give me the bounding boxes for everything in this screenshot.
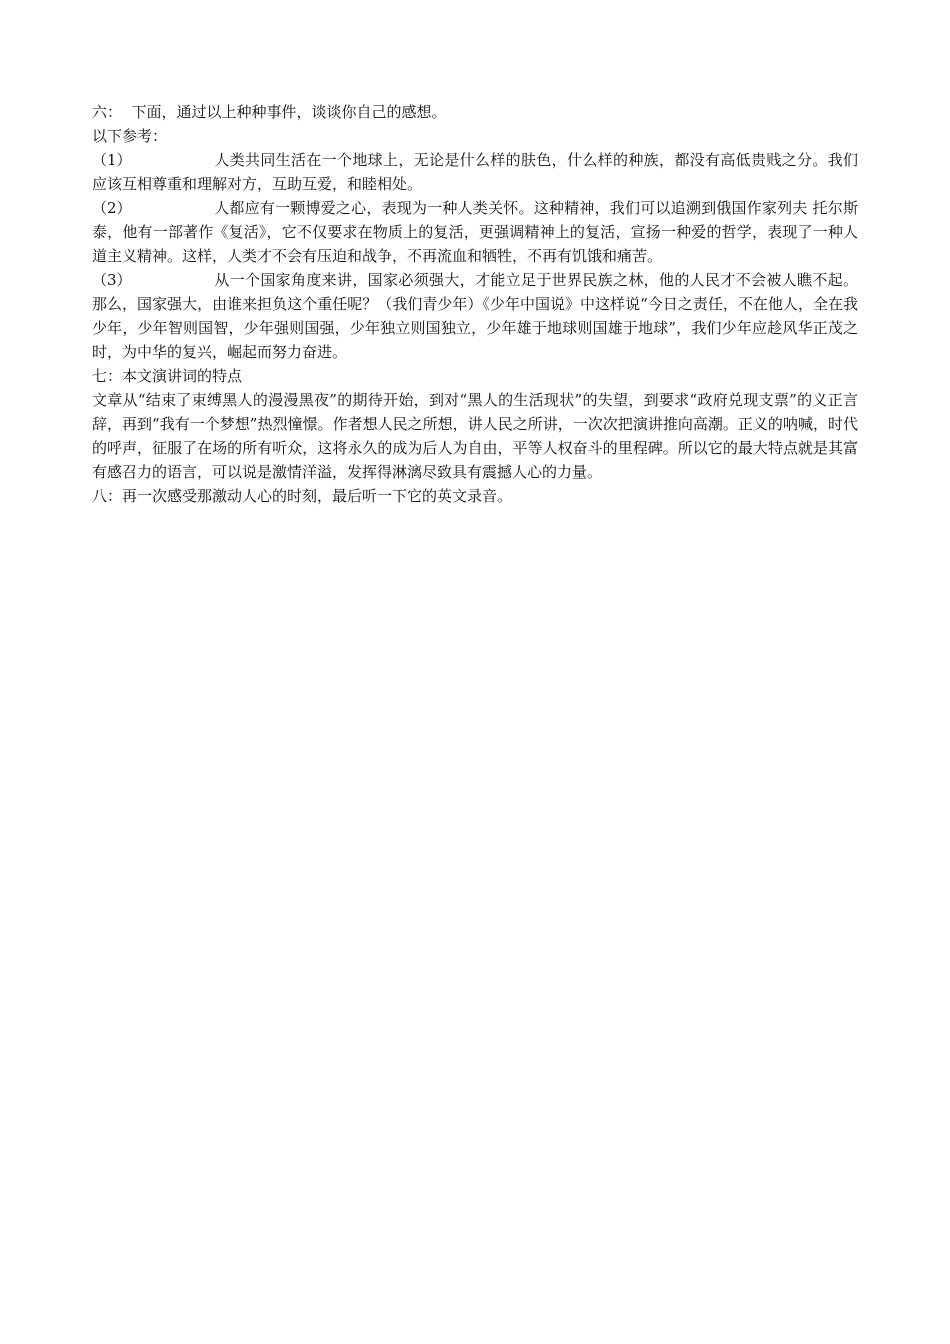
document-page (92, 100, 858, 508)
reference-item-text: 人都应有一颗博爱之心，表现为一种人类关怀。这种精神，我们可以追溯到俄国作家列夫 托尔斯泰，他有一部著作《复活》，它不仅要求在物质上的复活，更强调精神上的复活，宣扬一种爱的哲学，表现了一种人道主义精神。这样，人类才不会有压迫和战争，不再流血和牺牲，不再有饥饿和痛苦。 (92, 199, 858, 265)
reference-label: 以下参考： (92, 127, 168, 145)
reference-item-number: （1） (92, 151, 132, 169)
reference-item-1 (92, 148, 858, 196)
section-7-body: 文章从“结束了束缚黑人的漫漫黑夜”的期待开始，到对“黑人的生活现状”的失望，到要求“政府兑现支票”的义正言辞，再到“我有一个梦想”热烈憧憬。作者想人民之所想，讲人民之所讲，一次次把演讲推向高潮。正义的呐喊，时代的呼声，征服了在场的所有听众，这将永久的成为后人为自由，平等人权奋斗的里程碑。所以它的最大特点就是其富有感召力的语言，可以说是激情洋溢，发挥得淋漓尽致具有震撼人心的力量。 (92, 391, 858, 481)
reference-item-number: （2） (92, 199, 132, 217)
section-7-heading: 七：本文演讲词的特点 (92, 367, 243, 385)
reference-item-2 (92, 196, 858, 268)
reference-item-number: （3） (92, 271, 132, 289)
section-6-heading: 六： 下面，通过以上种种事件，谈谈你自己的感想。 (92, 103, 447, 121)
reference-item-3 (92, 268, 858, 364)
reference-item-text: 从一个国家角度来讲，国家必须强大，才能立足于世界民族之林，他的人民才不会被人瞧不起。那么，国家强大，由谁来担负这个重任呢？（我们青少年）《少年中国说》中这样说“今日之责任，不在他人，全在我少年，少年智则国智，少年强则国强，少年独立则国独立，少年雄于地球则国雄于地球”，我们少年应趁风华正茂之时，为中华的复兴，崛起而努力奋进。 (92, 271, 858, 361)
section-8-heading: 八：再一次感受那激动人心的时刻，最后听一下它的英文录音。 (92, 487, 513, 505)
reference-item-text: 人类共同生活在一个地球上，无论是什么样的肤色，什么样的种族，都没有高低贵贱之分。我们应该互相尊重和理解对方，互助互爱，和睦相处。 (92, 151, 858, 193)
